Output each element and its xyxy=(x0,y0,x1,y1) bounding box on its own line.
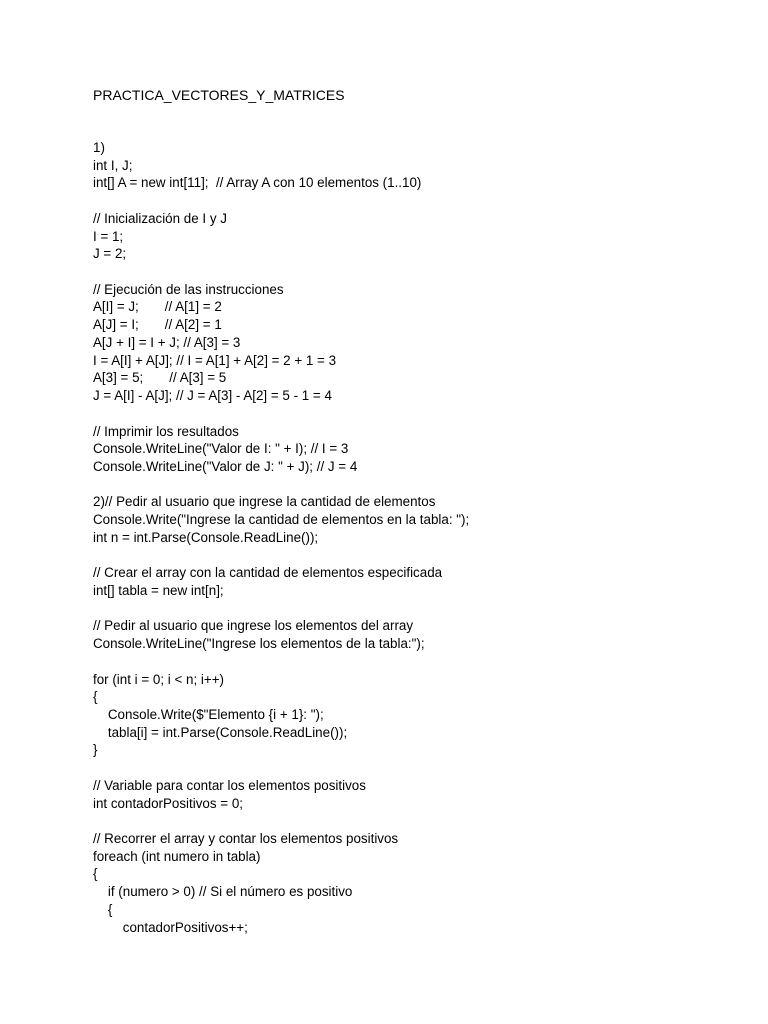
document-line: foreach (int numero in tabla) xyxy=(93,848,261,864)
document-line: Console.WriteLine("Ingrese los elementos de la tabla:"); xyxy=(93,636,425,652)
document-line xyxy=(93,405,753,423)
document-line: { xyxy=(93,901,113,917)
document-title: PRACTICA_VECTORES_Y_MATRICES xyxy=(93,87,345,103)
document-line: A[J + I] = I + J; // A[3] = 3 xyxy=(93,334,241,350)
document-line: I = 1; xyxy=(93,228,124,244)
document-line: 1) xyxy=(93,140,105,155)
document-line xyxy=(93,263,753,281)
document-line: Console.Write("Ingrese la cantidad de elementos en la tabla: "); xyxy=(93,512,470,528)
document-line: Console.WriteLine("Valor de I: " + I); // I = 3 xyxy=(93,441,349,457)
document-line: // Imprimir los resultados xyxy=(93,423,239,439)
document-line: A[3] = 5; // A[3] = 5 xyxy=(93,370,227,386)
document-line: // Inicialización de I y J xyxy=(93,210,227,226)
document-line xyxy=(93,192,753,210)
document-line: if (numero > 0) // Si el número es positivo xyxy=(93,884,353,900)
document-line: int n = int.Parse(Console.ReadLine()); xyxy=(93,529,319,545)
document-line: 2)// Pedir al usuario que ingrese la cantidad de elementos xyxy=(93,494,436,510)
document-line: // Variable para contar los elementos positivos xyxy=(93,777,366,793)
document-line xyxy=(93,600,753,618)
document-line: tabla[i] = int.Parse(Console.ReadLine()); xyxy=(93,724,348,740)
document-line: A[I] = J; // A[1] = 2 xyxy=(93,299,222,315)
document-line: A[J] = I; // A[2] = 1 xyxy=(93,317,222,333)
document-line: contadorPositivos++; xyxy=(93,919,248,935)
document-line: I = A[I] + A[J]; // I = A[1] + A[2] = 2 + 1 = 3 xyxy=(93,352,337,368)
document-line: Console.WriteLine("Valor de J: " + J); // J = 4 xyxy=(93,458,358,474)
document-line: int[] A = new int[11]; // Array A con 10 elementos (1..10) xyxy=(93,175,422,191)
document-line xyxy=(93,476,753,494)
document-line: int contadorPositivos = 0; xyxy=(93,795,243,811)
document-line: { xyxy=(93,689,98,705)
document-line: // Ejecución de las instrucciones xyxy=(93,281,284,297)
document-line: // Recorrer el array y contar los elementos positivos xyxy=(93,831,399,847)
document-line: } xyxy=(93,742,98,758)
document-line: int[] tabla = new int[n]; xyxy=(93,582,224,598)
document-line: J = A[I] - A[J]; // J = A[3] - A[2] = 5 - 1 = 4 xyxy=(93,388,332,404)
document-line xyxy=(93,653,753,671)
document-line xyxy=(93,759,753,777)
document-line: J = 2; xyxy=(93,246,127,262)
document-line: Console.Write($"Elemento {i + 1}: "); xyxy=(93,707,324,722)
document-line xyxy=(93,812,753,830)
document-body xyxy=(93,139,753,936)
document-line xyxy=(93,547,753,565)
document-line: int I, J; xyxy=(93,157,133,173)
document-line: // Crear el array con la cantidad de elementos especificada xyxy=(93,565,443,581)
document-line: // Pedir al usuario que ingrese los elementos del array xyxy=(93,618,414,634)
document-line: { xyxy=(93,866,98,882)
document-line: for (int i = 0; i < n; i++) xyxy=(93,671,224,687)
